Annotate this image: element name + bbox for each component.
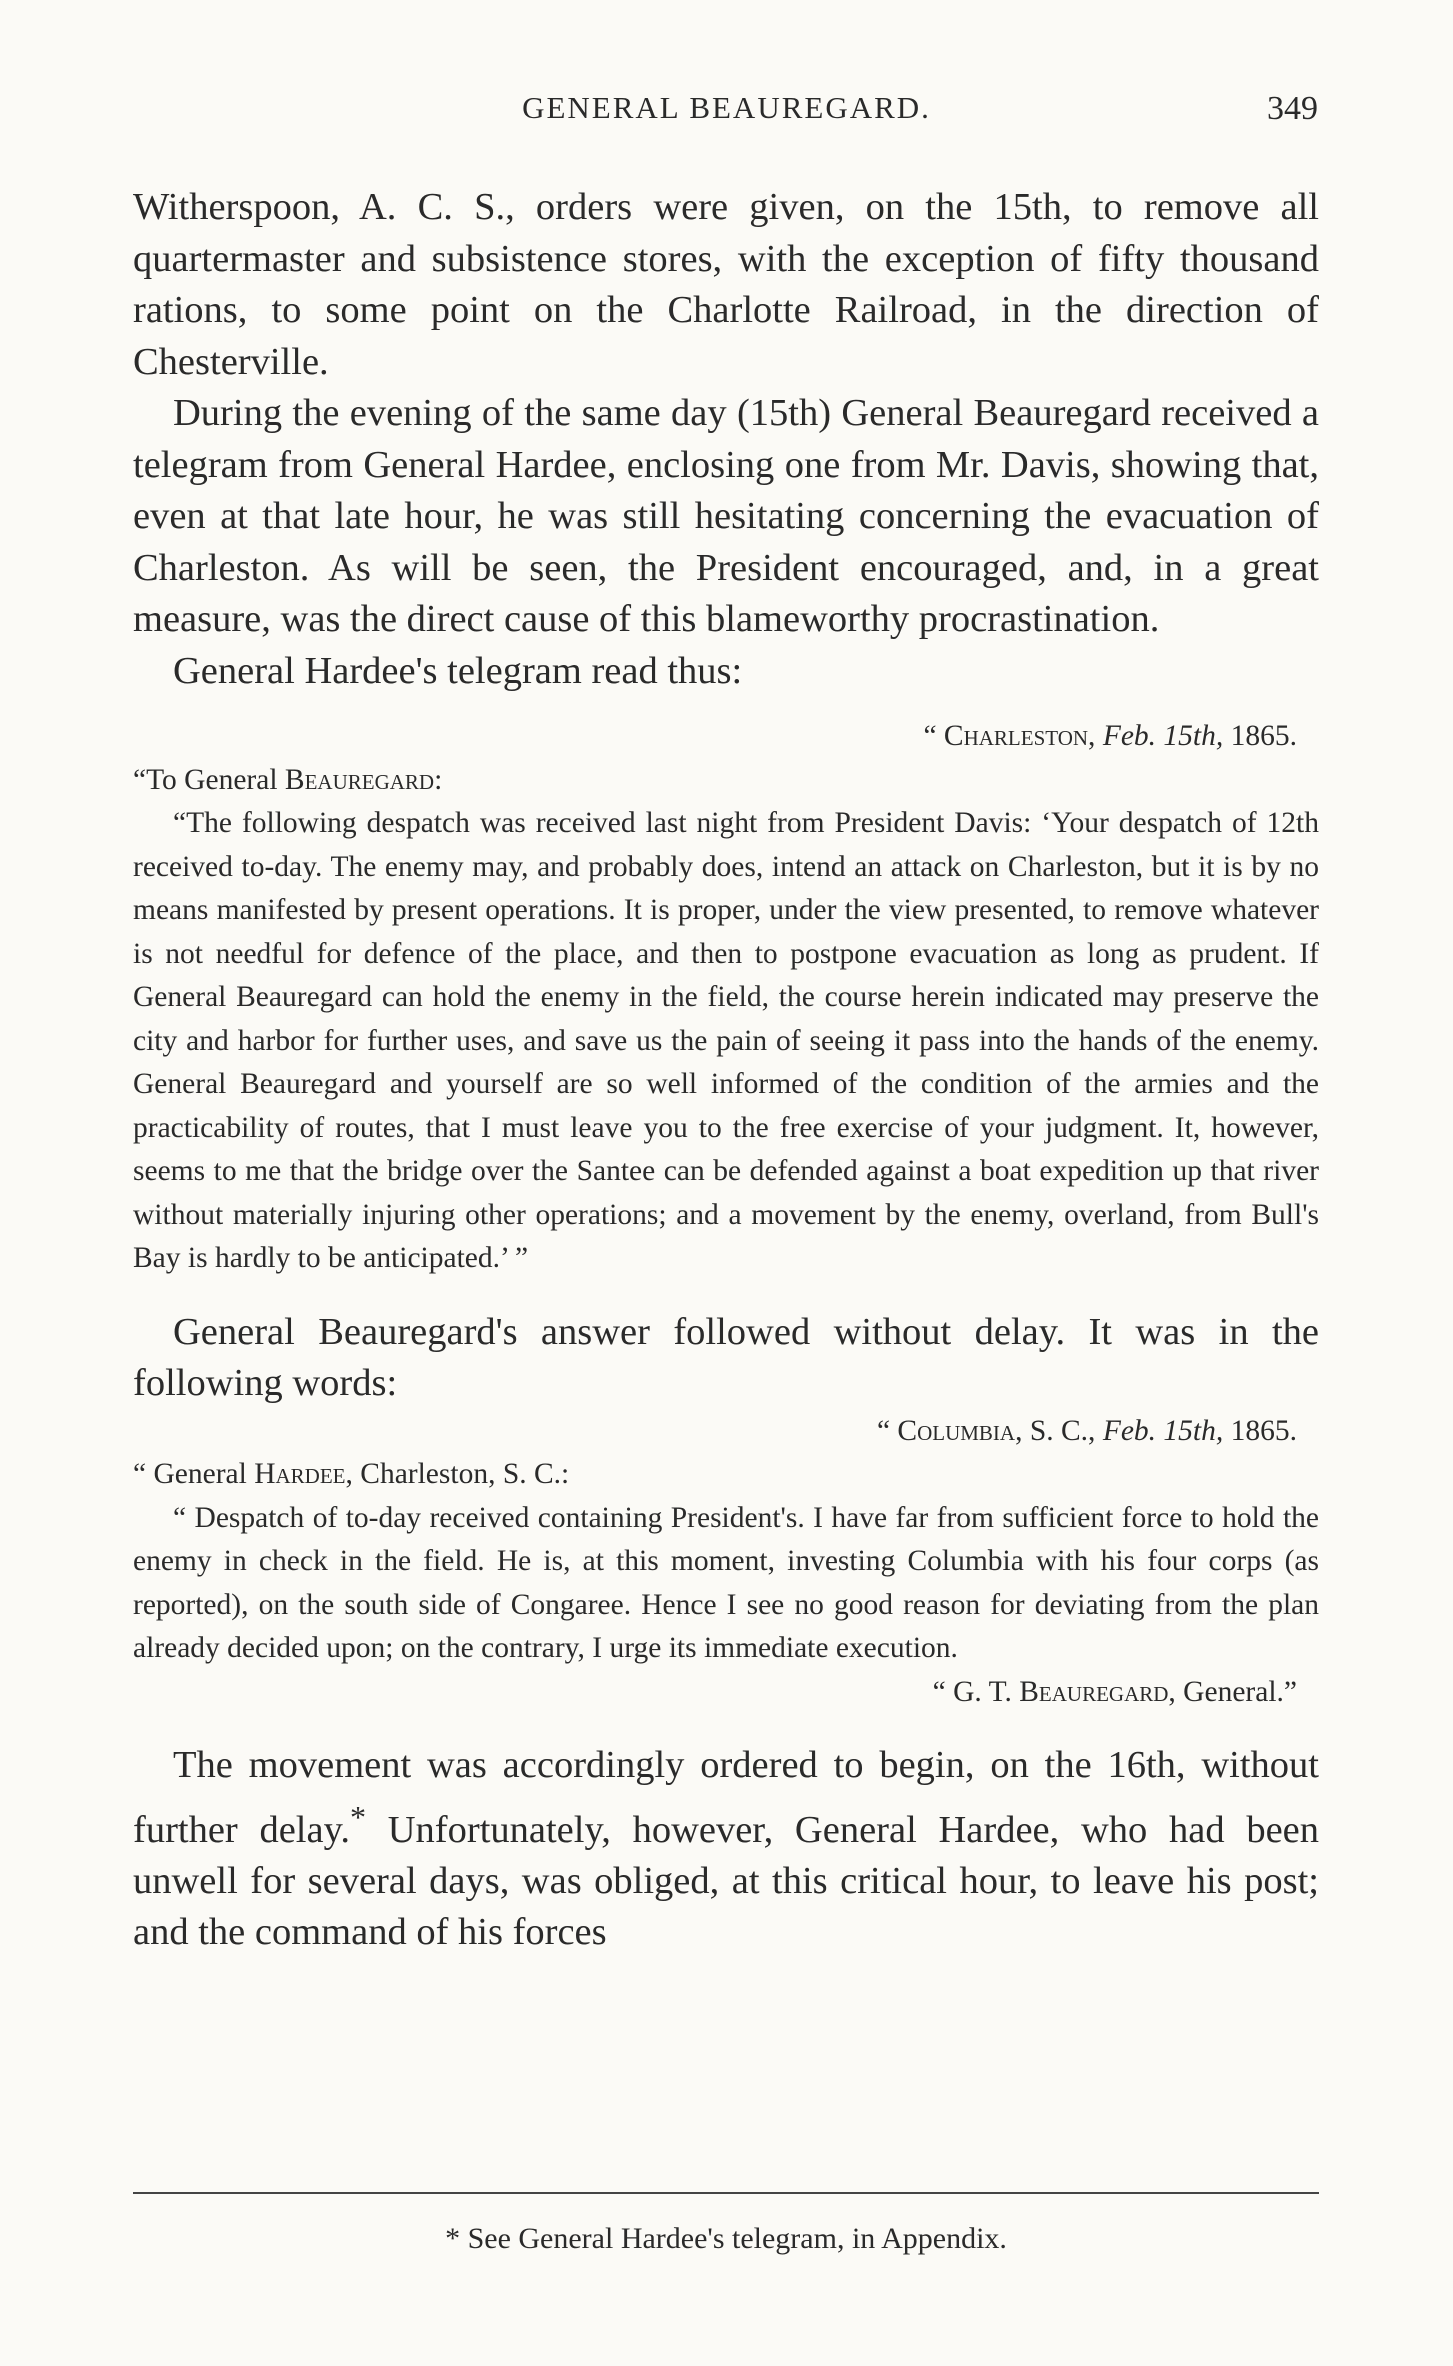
dateline-place: “ Charleston, bbox=[923, 720, 1096, 752]
signature-prefix: “ G. T. bbox=[932, 1675, 1020, 1708]
salutation-suffix: , Charleston, S. C.: bbox=[345, 1458, 570, 1490]
telegram-dateline bbox=[133, 1410, 1319, 1454]
body-text bbox=[133, 182, 1319, 1959]
telegram-signature bbox=[133, 1671, 1319, 1715]
dateline-date: Feb. 15th, bbox=[1102, 720, 1224, 752]
telegram-salutation bbox=[133, 759, 1319, 803]
footnote: * See General Hardee's telegram, in Appendix. bbox=[445, 2222, 1007, 2255]
spacer bbox=[133, 1281, 1319, 1307]
telegram-dateline bbox=[133, 715, 1319, 759]
telegram-body: “The following despatch was received last night from President Davis: ‘Your despatch of 12th received to-day. The enemy may, and probably does, intend an attack on Charleston, but it is by no means manifested by present operations. It is proper, under the view presented, to remove whatever is not needful for defence of the place, and then to postpone evacuation as long as prudent. If General Beauregard can hold the enemy in the field, the course herein indicated may preserve the city and harbor for further uses, and save us the pain of seeing it pass into the hands of the enemy. General Beauregard and yourself are so well informed of the condition of the armies and the practicability of routes, that I must leave you to the free exercise of your judgment. It, however, seems to me that the bridge over the Santee can be defended against a boat expedition up that river without materially injuring other operations; and a movement by the enemy, overland, from Bull's Bay is hardly to be anticipated.’ ” bbox=[133, 807, 1319, 1274]
dateline-date: Feb. 15th, bbox=[1102, 1414, 1224, 1447]
telegram-salutation bbox=[133, 1453, 1319, 1497]
spacer bbox=[133, 697, 1319, 715]
footnote-marker[interactable]: * bbox=[349, 1798, 367, 1835]
spacer bbox=[133, 1714, 1319, 1740]
paragraph bbox=[133, 1740, 1319, 1959]
dateline-year: 1865. bbox=[1230, 720, 1297, 752]
salutation-prefix: “ General bbox=[133, 1458, 255, 1490]
paragraph: General Hardee's telegram read thus: bbox=[173, 649, 743, 692]
telegram-beauregard bbox=[133, 1410, 1319, 1715]
salutation-prefix: “To General bbox=[133, 763, 285, 796]
signature-name: Beauregard bbox=[1019, 1675, 1169, 1708]
footnote-divider bbox=[133, 2192, 1319, 2194]
salutation-name: Hardee bbox=[254, 1458, 346, 1490]
salutation-name: Beauregard bbox=[284, 763, 435, 796]
telegram-hardee bbox=[133, 715, 1319, 1281]
dateline-place: “ Columbia, S. C., bbox=[876, 1414, 1096, 1447]
telegram-body: “ Despatch of to-day received containing President's. I have far from sufficient force to hold the enemy in check in the field. He is, at this moment, investing Columbia with his four corps (as reported), on the south side of Congaree. Hence I see no good reason for deviating from the plan already decided upon; on the contrary, I urge its immediate execution. bbox=[133, 1501, 1319, 1664]
running-title: GENERAL BEAUREGARD. bbox=[522, 90, 931, 125]
page-number: 349 bbox=[1267, 90, 1318, 127]
dateline-year: 1865. bbox=[1230, 1414, 1297, 1447]
salutation-suffix: : bbox=[434, 763, 443, 796]
paragraph: General Beauregard's answer followed without delay. It was in the following words: bbox=[133, 1310, 1319, 1404]
paragraph-part: Unfortunately, however, General Hardee, who had been unwell for several days, was obliged, at this critical hour, to leave his post; and the command of his forces bbox=[133, 1808, 1320, 1954]
paragraph-part: The movement was accordingly ordered to begin, on the 16th, without further delay. bbox=[133, 1744, 1319, 1851]
paragraph: Witherspoon, A. C. S., orders were given, on the 15th, to remove all quartermaster and subsistence stores, with the exception of fifty thousand rations, to some point on the Charlotte Railroad, in the direction of Chesterville. bbox=[133, 186, 1319, 383]
signature-suffix: , General.” bbox=[1168, 1675, 1297, 1708]
paragraph: During the evening of the same day (15th) General Beauregard received a telegram from General Hardee, enclosing one from Mr. Davis, showing that, even at that late hour, he was still hesitating concerning the evacuation of Charleston. As will be seen, the President encouraged, and, in a great measure, was the direct cause of this blameworthy procrastination. bbox=[133, 392, 1319, 640]
page-header bbox=[0, 90, 1453, 140]
